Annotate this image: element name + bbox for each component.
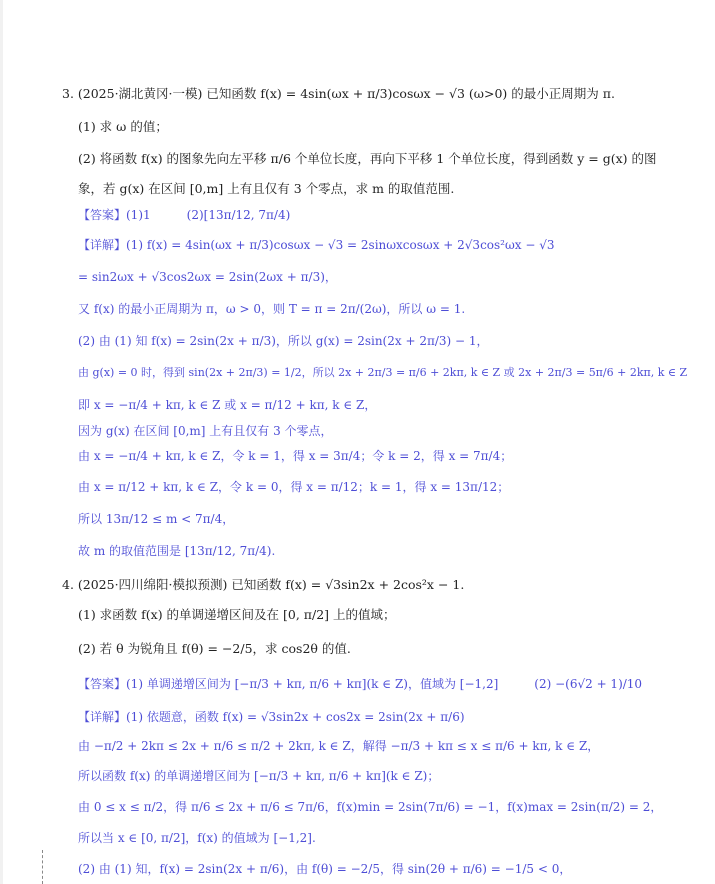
q3-detail-1: 【详解】(1) f(x) = 4sin(ωx + π/3)cosωx − √3 = 2sinωxcosωx + 2√3cos²ωx − √3 xyxy=(78,238,555,252)
q4-detail-5: 所以当 x ∈ [0, π/2]，f(x) 的值域为 [−1,2]. xyxy=(78,831,316,845)
q4-detail-4: 由 0 ≤ x ≤ π/2，得 π/6 ≤ 2x + π/6 ≤ 7π/6，f(x)min = 2sin(7π/6) = −1，f(x)max = 2sin(π/2) = 2， xyxy=(78,800,663,814)
q3-part2-a: (2) 将函数 f(x) 的图象先向左平移 π/6 个单位长度，再向下平移 1 个单位长度，得到函数 y = g(x) 的图 xyxy=(78,151,657,166)
q3-detail-3: 又 f(x) 的最小正周期为 π，ω > 0，则 T = π = 2π/(2ω)，所以 ω = 1. xyxy=(78,302,466,316)
binding-cut-line xyxy=(42,850,43,884)
q3-part2-b: 象，若 g(x) 在区间 [0,m] 上有且仅有 3 个零点，求 m 的取值范围. xyxy=(78,181,455,196)
q4-detail-6: (2) 由 (1) 知，f(x) = 2sin(2x + π/6)，由 f(θ) = −2/5，得 sin(2θ + π/6) = −1/5 < 0， xyxy=(78,862,572,876)
q4-detail-2: 由 −π/2 + 2kπ ≤ 2x + π/6 ≤ π/2 + 2kπ, k ∈ Z，解得 −π/3 + kπ ≤ x ≤ π/6 + kπ, k ∈ Z， xyxy=(78,739,600,753)
q4-detail-3: 所以函数 f(x) 的单调递增区间为 [−π/3 + kπ, π/6 + kπ](k ∈ Z)； xyxy=(78,769,440,783)
q3-detail-7: 因为 g(x) 在区间 [0,m] 上有且仅有 3 个零点， xyxy=(78,424,333,438)
q3-detail-11: 故 m 的取值范围是 [13π/12, 7π/4). xyxy=(78,544,276,558)
q4-part2: (2) 若 θ 为锐角且 f(θ) = −2/5，求 cos2θ 的值. xyxy=(78,641,351,656)
q4-answer: 【答案】(1) 单调递增区间为 [−π/3 + kπ, π/6 + kπ](k ∈ Z)，值域为 [−1,2] (2) −(6√2 + 1)/10 xyxy=(78,677,643,691)
q4-stem: 4. (2025·四川绵阳·模拟预测) 已知函数 f(x) = √3sin2x + 2cos²x − 1. xyxy=(62,577,465,592)
q3-detail-10: 所以 13π/12 ≤ m < 7π/4， xyxy=(78,512,235,526)
q4-part1: (1) 求函数 f(x) 的单调递增区间及在 [0, π/2] 上的值域； xyxy=(78,607,396,622)
q3-detail-9: 由 x = π/12 + kπ, k ∈ Z，令 k = 0，得 x = π/12；k = 1，得 x = 13π/12； xyxy=(78,480,510,494)
q4-detail-1: 【详解】(1) 依题意，函数 f(x) = √3sin2x + cos2x = 2sin(2x + π/6) xyxy=(78,710,465,724)
q3-part1: (1) 求 ω 的值； xyxy=(78,119,168,134)
q3-detail-4: (2) 由 (1) 知 f(x) = 2sin(2x + π/3)，所以 g(x) = 2sin(2x + 2π/3) − 1， xyxy=(78,334,489,348)
q3-detail-2: = sin2ωx + √3cos2ωx = 2sin(2ωx + π/3)， xyxy=(78,270,337,284)
q3-detail-5: 由 g(x) = 0 时，得到 sin(2x + 2π/3) = 1/2，所以 2x + 2π/3 = π/6 + 2kπ, k ∈ Z 或 2x + 2π/3 = 5π/6 + 2kπ, k ∈ Z xyxy=(78,366,688,379)
q3-answer: 【答案】(1)1 (2)[13π/12, 7π/4) xyxy=(78,208,291,222)
q3-detail-8: 由 x = −π/4 + kπ, k ∈ Z，令 k = 1，得 x = 3π/4；令 k = 2，得 x = 7π/4； xyxy=(78,449,513,463)
q3-detail-6: 即 x = −π/4 + kπ, k ∈ Z 或 x = π/12 + kπ, k ∈ Z， xyxy=(78,398,377,412)
q3-stem: 3. (2025·湖北黄冈·一模) 已知函数 f(x) = 4sin(ωx + π/3)cosωx − √3 (ω>0) 的最小正周期为 π. xyxy=(62,86,615,101)
page-edge xyxy=(0,0,3,884)
